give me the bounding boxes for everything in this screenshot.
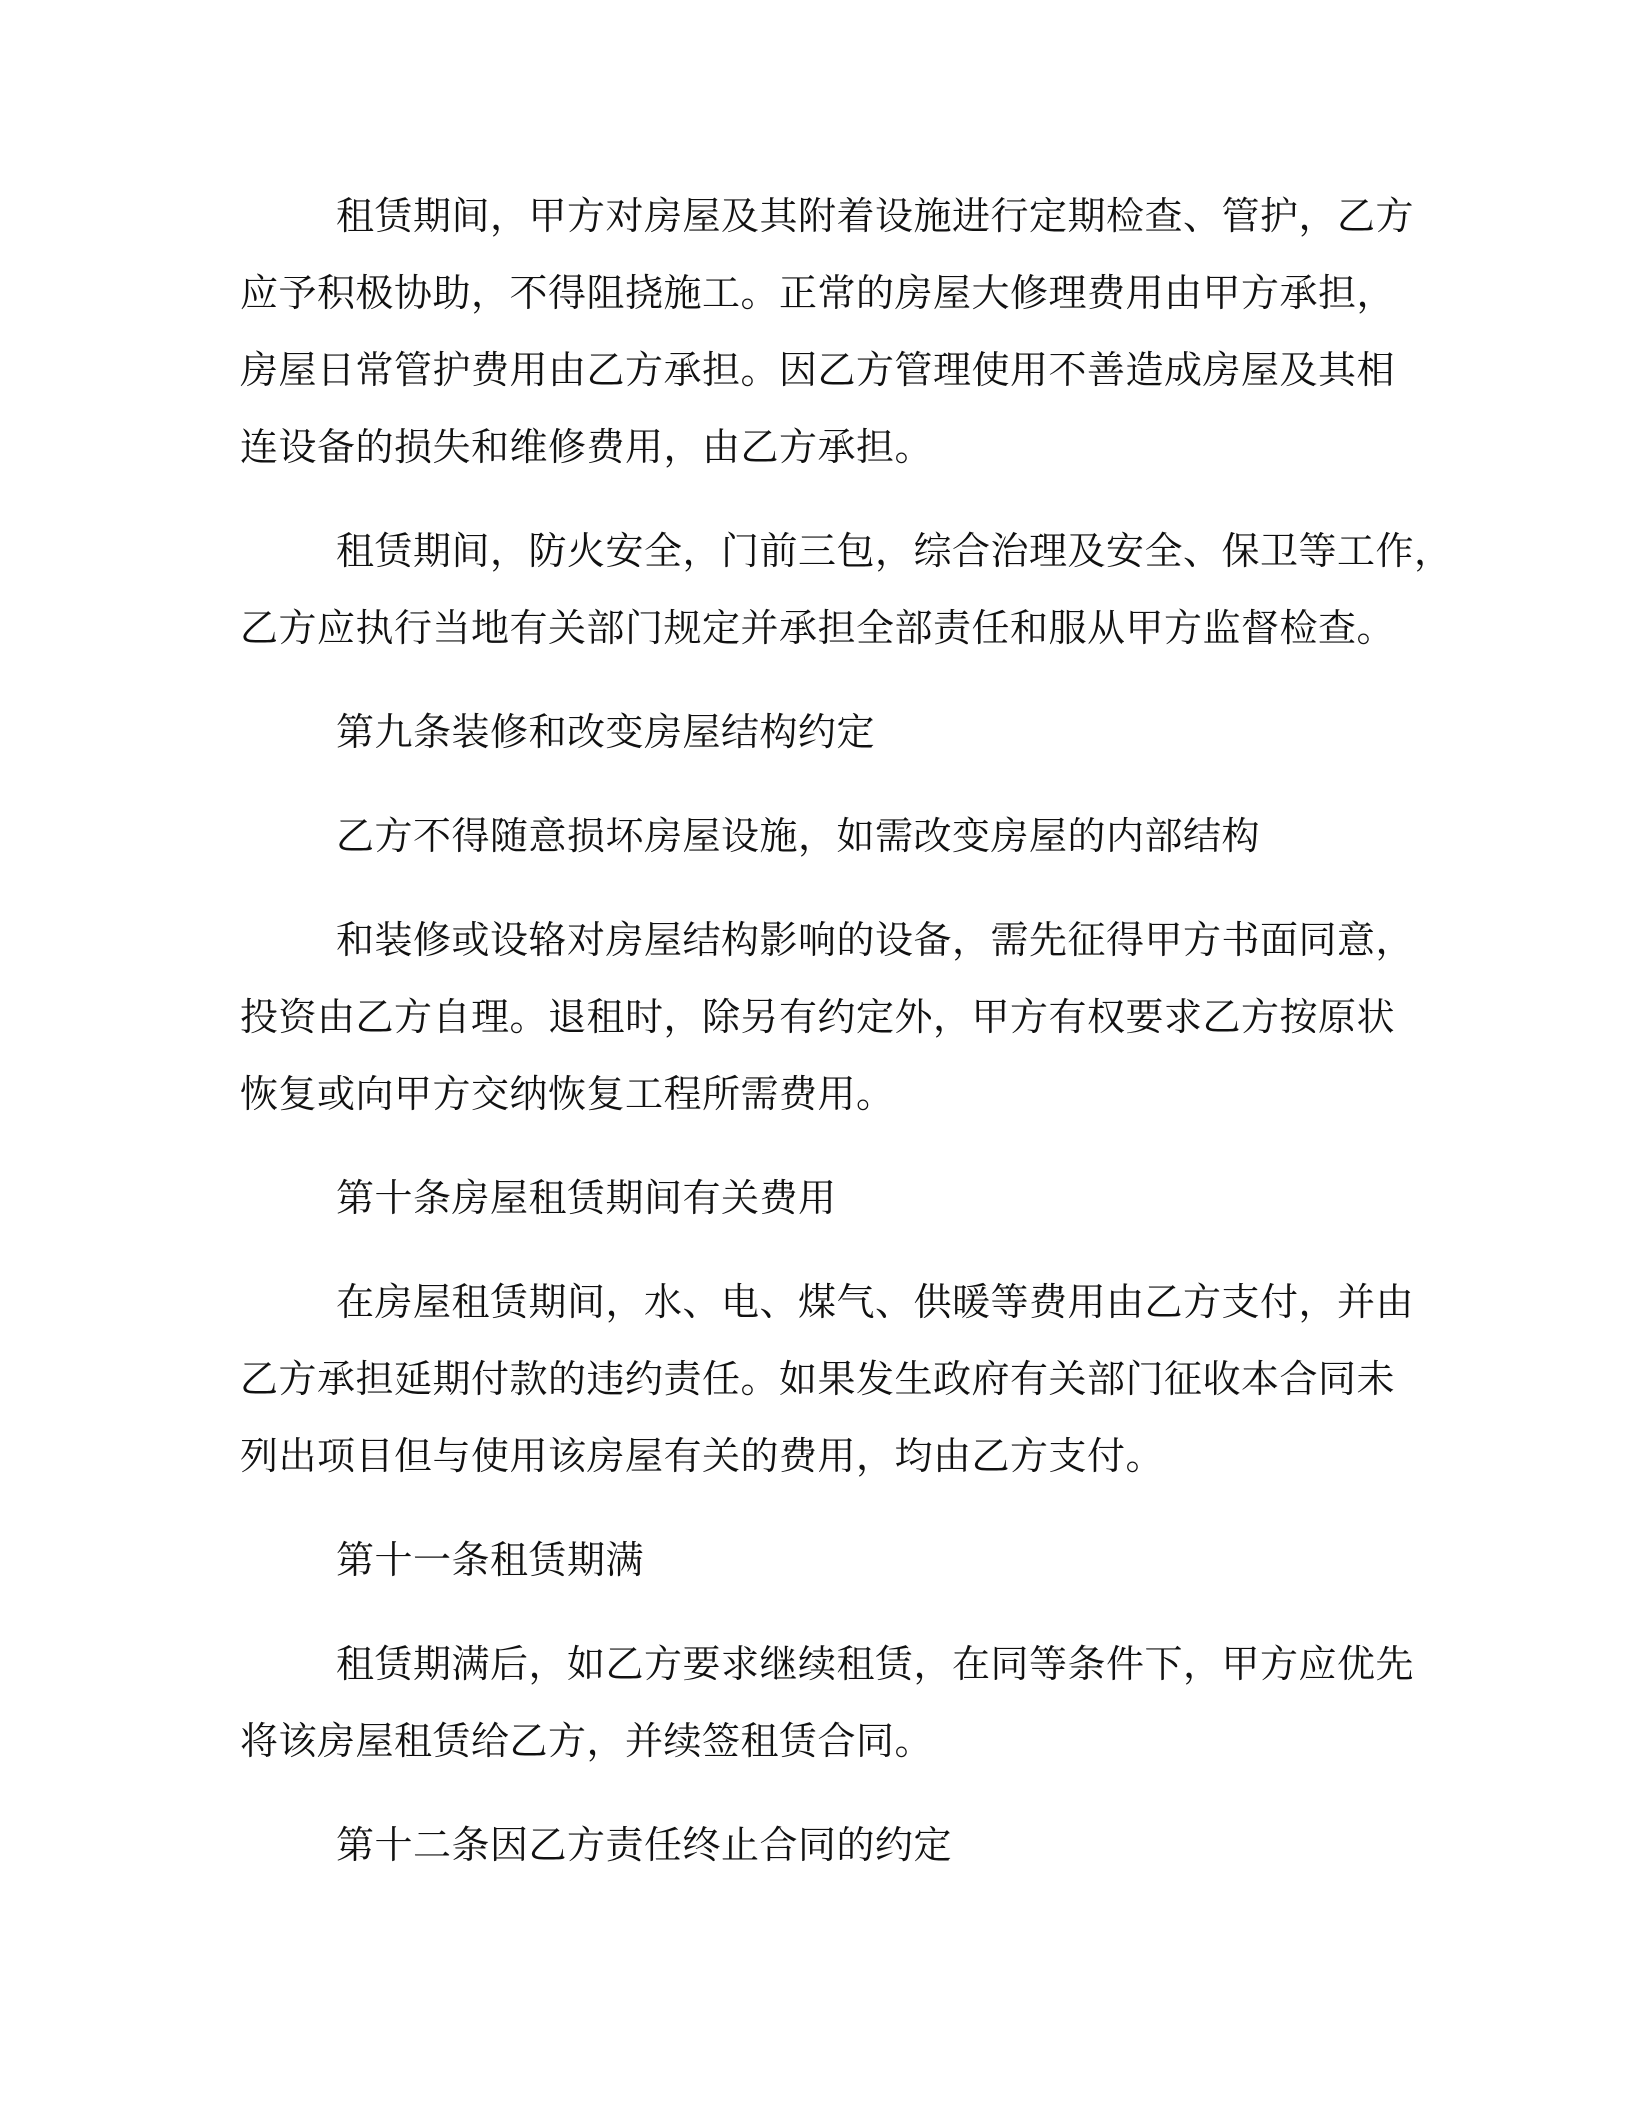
- section-heading-article-10: [240, 1160, 1400, 1237]
- paragraph-no-damage: [240, 798, 1400, 875]
- section-heading-article-9: [240, 694, 1400, 771]
- section-heading-article-11: [240, 1522, 1400, 1599]
- paragraph-line: 房屋日常管护费用由乙方承担。因乙方管理使用不善造成房屋及其相: [240, 348, 1396, 392]
- paragraph-line: 将该房屋租赁给乙方，并续签租赁合同。: [240, 1719, 934, 1763]
- section-heading-article-12: [240, 1807, 1400, 1884]
- paragraph-line: 投资由乙方自理。退租时，除另有约定外，甲方有权要求乙方按原状: [240, 995, 1396, 1039]
- paragraph-safety: [240, 513, 1453, 667]
- paragraph-fees: [240, 1264, 1415, 1495]
- paragraph-line: 在房屋租赁期间，水、电、煤气、供暖等费用由乙方支付，并由: [336, 1280, 1415, 1324]
- section-heading: 第十条房屋租赁期间有关费用: [336, 1176, 837, 1220]
- paragraph-line: 租赁期间，防火安全，门前三包，综合治理及安全、保卫等工作，: [336, 529, 1453, 573]
- section-heading: 第九条装修和改变房屋结构约定: [336, 710, 876, 754]
- paragraph-line: 连设备的损失和维修费用，由乙方承担。: [240, 425, 934, 469]
- paragraph-renewal: [240, 1626, 1415, 1780]
- paragraph-line: 恢复或向甲方交纳恢复工程所需费用。: [240, 1072, 895, 1116]
- paragraph-renovation: [240, 902, 1415, 1133]
- paragraph-line: 列出项目但与使用该房屋有关的费用，均由乙方支付。: [240, 1434, 1165, 1478]
- section-heading: 第十一条租赁期满: [336, 1538, 645, 1582]
- paragraph-line: 租赁期间，甲方对房屋及其附着设施进行定期检查、管护，乙方: [336, 194, 1415, 238]
- section-heading: 第十二条因乙方责任终止合同的约定: [336, 1823, 953, 1867]
- paragraph-line: 和装修或设辂对房屋结构影响的设备，需先征得甲方书面同意，: [336, 918, 1415, 962]
- document-body: [240, 178, 1453, 1884]
- paragraph-line: 乙方应执行当地有关部门规定并承担全部责任和服从甲方监督检查。: [240, 606, 1396, 650]
- paragraph-line: 应予积极协助，不得阻挠施工。正常的房屋大修理费用由甲方承担，: [240, 271, 1396, 315]
- paragraph-maintenance: [240, 178, 1415, 486]
- paragraph-line: 租赁期满后，如乙方要求继续租赁，在同等条件下，甲方应优先: [336, 1642, 1415, 1686]
- paragraph-line: 乙方不得随意损坏房屋设施，如需改变房屋的内部结构: [336, 814, 1261, 858]
- paragraph-line: 乙方承担延期付款的违约责任。如果发生政府有关部门征收本合同未: [240, 1357, 1396, 1401]
